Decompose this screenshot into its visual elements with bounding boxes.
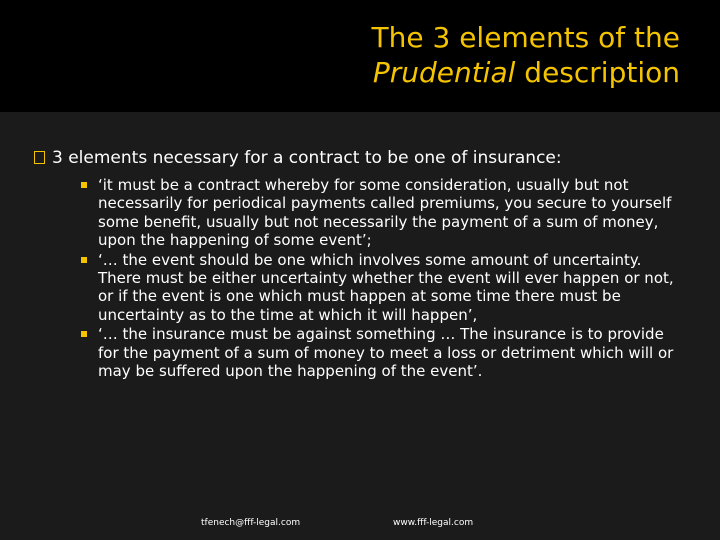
slide-body	[0, 112, 720, 540]
title-italic-word: Prudential	[372, 56, 516, 89]
intro-text: 3 elements necessary for a contract to be one of insurance:	[52, 148, 562, 168]
square-bullet-icon	[81, 257, 87, 263]
square-bullet-icon	[81, 331, 87, 337]
title-line-2	[372, 55, 680, 90]
title-bar	[0, 0, 720, 112]
footer-url: www.fff-legal.com	[393, 518, 474, 528]
list-item	[98, 251, 678, 325]
list-item-text: ‘… the insurance must be against something … The insurance is to provide for the payment of a sum of money to meet a loss or detriment which will or may be suffered upon the happening of the event’.	[98, 325, 674, 381]
list-item-text: ‘it must be a contract whereby for some consideration, usually but not necessarily for periodical payments called premiums, you secure to yourself some benefit, usually but not necessarily the payment of a sum of money, upon the happening of some event’;	[98, 176, 672, 250]
slide-title	[372, 20, 680, 90]
list-item-text: ‘… the event should be one which involves some amount of uncertainty. There must be either uncertainty whether the event will ever happen or not, or if the event is one which must happen at some time there must be uncertainty as to the time at which it will happen’,	[98, 250, 674, 324]
square-outline-icon	[34, 151, 45, 164]
list-item	[98, 325, 678, 380]
title-line-1: The 3 elements of the	[371, 21, 680, 54]
intro-bullet	[52, 147, 562, 169]
title-rest: description	[515, 56, 680, 89]
square-bullet-icon	[81, 182, 87, 188]
footer-email: tfenech@fff-legal.com	[201, 518, 301, 528]
element-list	[98, 176, 678, 381]
list-item	[98, 176, 678, 250]
